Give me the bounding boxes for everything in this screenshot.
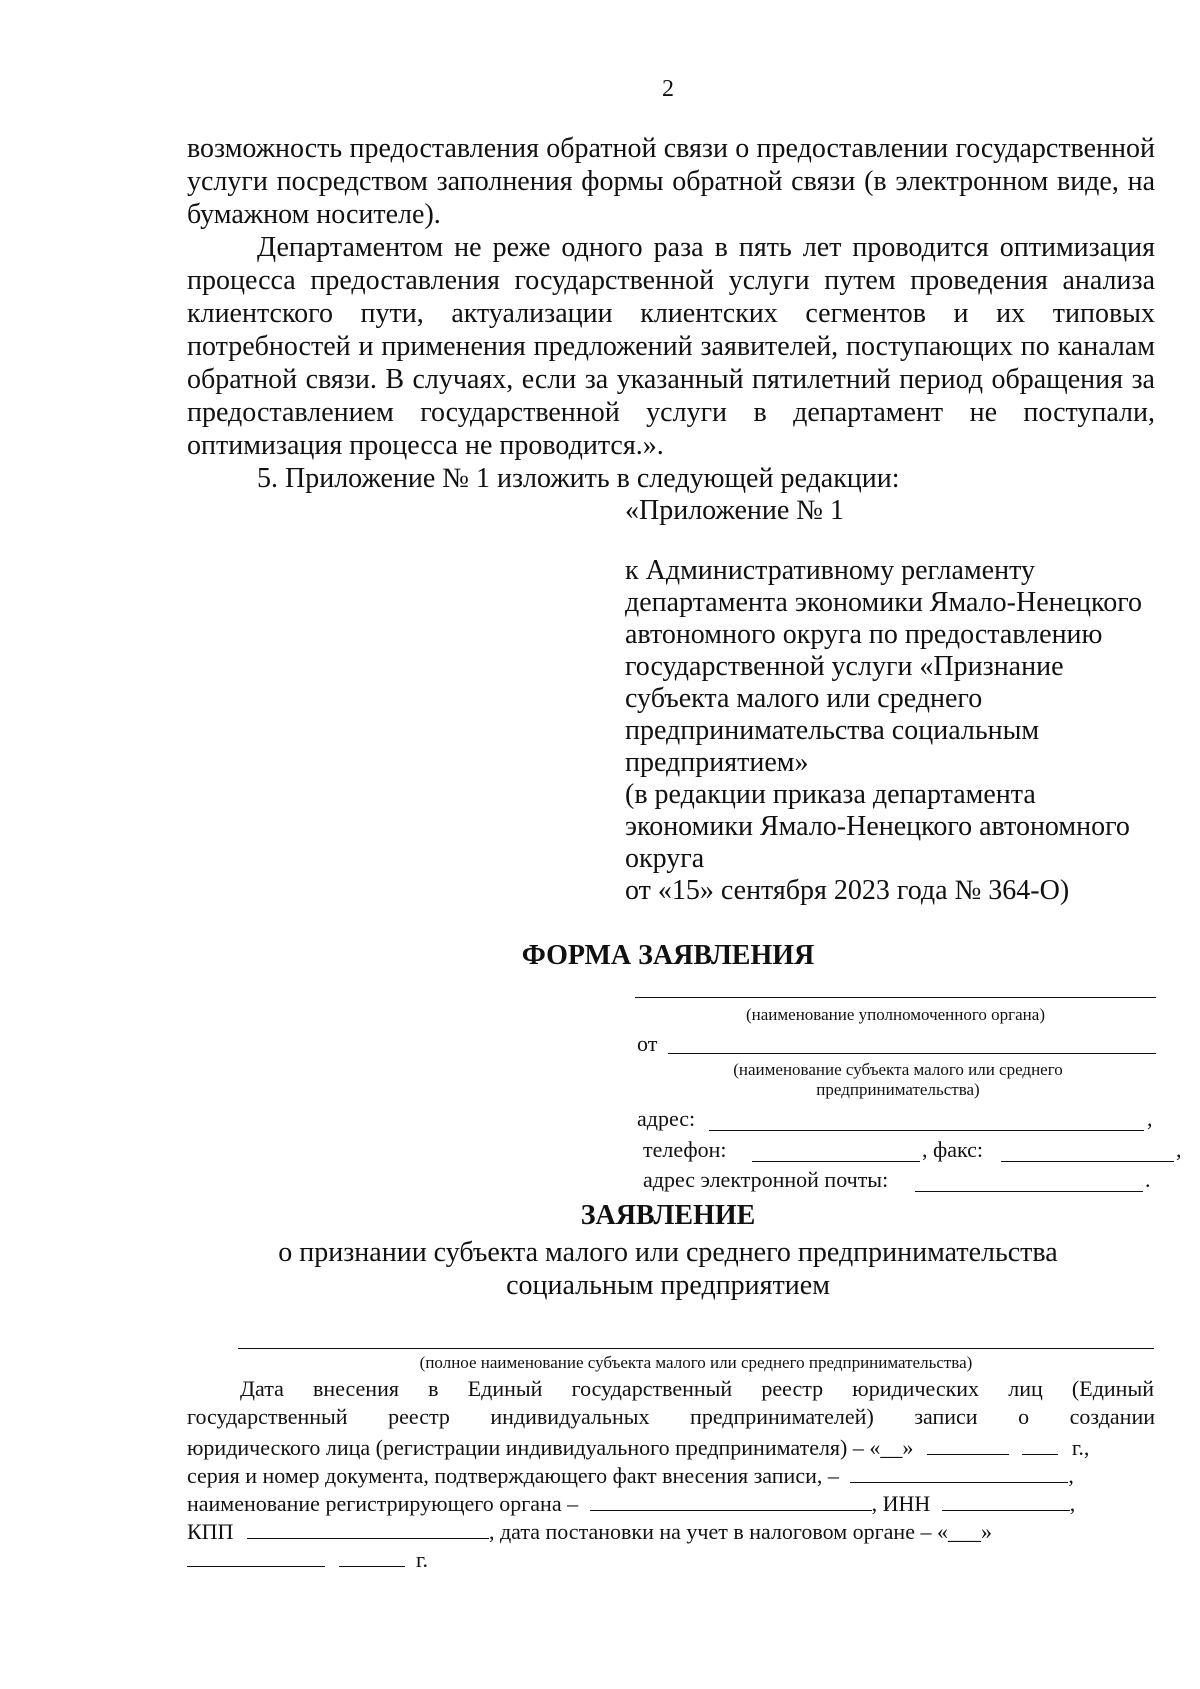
email-line (915, 1191, 1143, 1192)
tax-year-blank (339, 1544, 405, 1567)
fullname-caption: (полное наименование субъекта малого или среднего предпринимательства) (419, 1353, 973, 1372)
from-label: от (637, 1031, 658, 1056)
authority-line (635, 997, 1156, 998)
document-number-text: серия и номер документа, подтверждающего факт внесения записи, – (187, 1463, 839, 1488)
paragraph-line: предоставлением государственной услуги в департамент не поступали, (187, 397, 1155, 428)
kpp-label: КПП (187, 1519, 234, 1544)
fullname-line (238, 1348, 1154, 1349)
registering-authority-text: наименование регистрирующего органа – (187, 1491, 579, 1516)
annex-line: (в редакции приказа департамента (625, 779, 1036, 810)
registration-date-text: юридического лица (регистрации индивидуального предпринимателя) – «__» (187, 1435, 914, 1460)
annex-title: «Приложение № 1 (625, 495, 844, 526)
year-suffix: г., (1071, 1435, 1090, 1460)
annex-line: к Административному регламенту (625, 555, 1035, 586)
application-line: Дата внесения в Единый государственный реестр юридических лиц (Единый (240, 1376, 1154, 1401)
inn-blank (942, 1488, 1070, 1511)
address-line (709, 1130, 1144, 1131)
application-subtitle: о признании субъекта малого или среднего предпринимательства (278, 1237, 1058, 1268)
paragraph-line: Департаментом не реже одного раза в пять лет проводится оптимизация (257, 232, 1155, 263)
application-line: государственный реестр индивидуальных предпринимателей) записи о создании (187, 1404, 1155, 1429)
document-number-blank (850, 1460, 1068, 1483)
item-5: 5. Приложение № 1 изложить в следующей редакции: (257, 463, 900, 494)
annex-line: предприятием» (625, 747, 809, 778)
year-blank (1022, 1432, 1058, 1455)
annex-line: предпринимательства социальным (625, 715, 1040, 746)
tax-registration-text: , дата постановки на учет в налоговом органе – «___» (488, 1519, 992, 1544)
application-line: серия и номер документа, подтверждающего факт внесения записи, – , (187, 1460, 1155, 1489)
subject-caption: предпринимательства) (816, 1080, 980, 1099)
application-line: наименование регистрирующего органа – , ИНН , (187, 1488, 1155, 1517)
paragraph-line: возможность предоставления обратной связи о предоставлении государственной (187, 133, 1155, 164)
annex-line: государственной услуги «Признание (625, 651, 1064, 682)
paragraph-line: клиентского пути, актуализации клиентских сегментов и их типовых (187, 298, 1155, 329)
from-line (668, 1053, 1156, 1054)
application-title: ЗАЯВЛЕНИЕ (580, 1200, 756, 1231)
annex-line: от «15» сентября 2023 года № 364-О) (625, 875, 1070, 906)
registering-authority-blank (590, 1488, 872, 1511)
authority-caption: (наименование уполномоченного органа) (745, 1005, 1045, 1024)
page-number: 2 (662, 76, 674, 102)
tax-year-suffix: г. (416, 1547, 429, 1572)
annex-line: субъекта малого или среднего (625, 683, 983, 714)
paragraph-line: оптимизация процесса не проводится.». (187, 430, 664, 461)
inn-label: , ИНН (871, 1491, 931, 1516)
month-blank (927, 1432, 1009, 1455)
fax-label: , факс: (922, 1137, 984, 1162)
application-subtitle: социальным предприятием (506, 1270, 830, 1301)
email-dot: . (1145, 1167, 1151, 1192)
form-title: ФОРМА ЗАЯВЛЕНИЯ (521, 940, 815, 971)
paragraph-line: потребностей и применения предложений заявителей, поступающих по каналам (187, 331, 1155, 362)
address-comma: , (1147, 1106, 1153, 1131)
paragraph-line: обратной связи. В случаях, если за указанный пятилетний период обращения за (187, 364, 1155, 395)
email-label: адрес электронной почты: (643, 1167, 889, 1192)
fax-line (1001, 1161, 1174, 1162)
application-line (187, 1516, 1155, 1545)
phone-label: телефон: (643, 1137, 727, 1162)
annex-line: департамента экономики Ямало-Ненецкого (625, 587, 1142, 618)
paragraph-line: услуги посредством заполнения формы обратной связи (в электронном виде, на (187, 166, 1155, 197)
application-line (187, 1544, 1155, 1573)
paragraph-line: бумажном носителе). (187, 199, 441, 230)
annex-line: автономного округа по предоставлению (625, 619, 1103, 650)
annex-line: экономики Ямало-Ненецкого автономного (625, 811, 1130, 842)
annex-line: округа (625, 843, 705, 874)
phone-line (752, 1161, 920, 1162)
fax-comma: , (1176, 1137, 1182, 1162)
paragraph-line: процесса предоставления государственной услуги путем проведения анализа (187, 265, 1155, 296)
tax-month-blank (187, 1544, 325, 1567)
address-label: адрес: (637, 1106, 696, 1131)
kpp-blank (247, 1516, 489, 1539)
application-line (187, 1432, 1155, 1461)
subject-caption: (наименование субъекта малого или среднего (733, 1060, 1063, 1079)
